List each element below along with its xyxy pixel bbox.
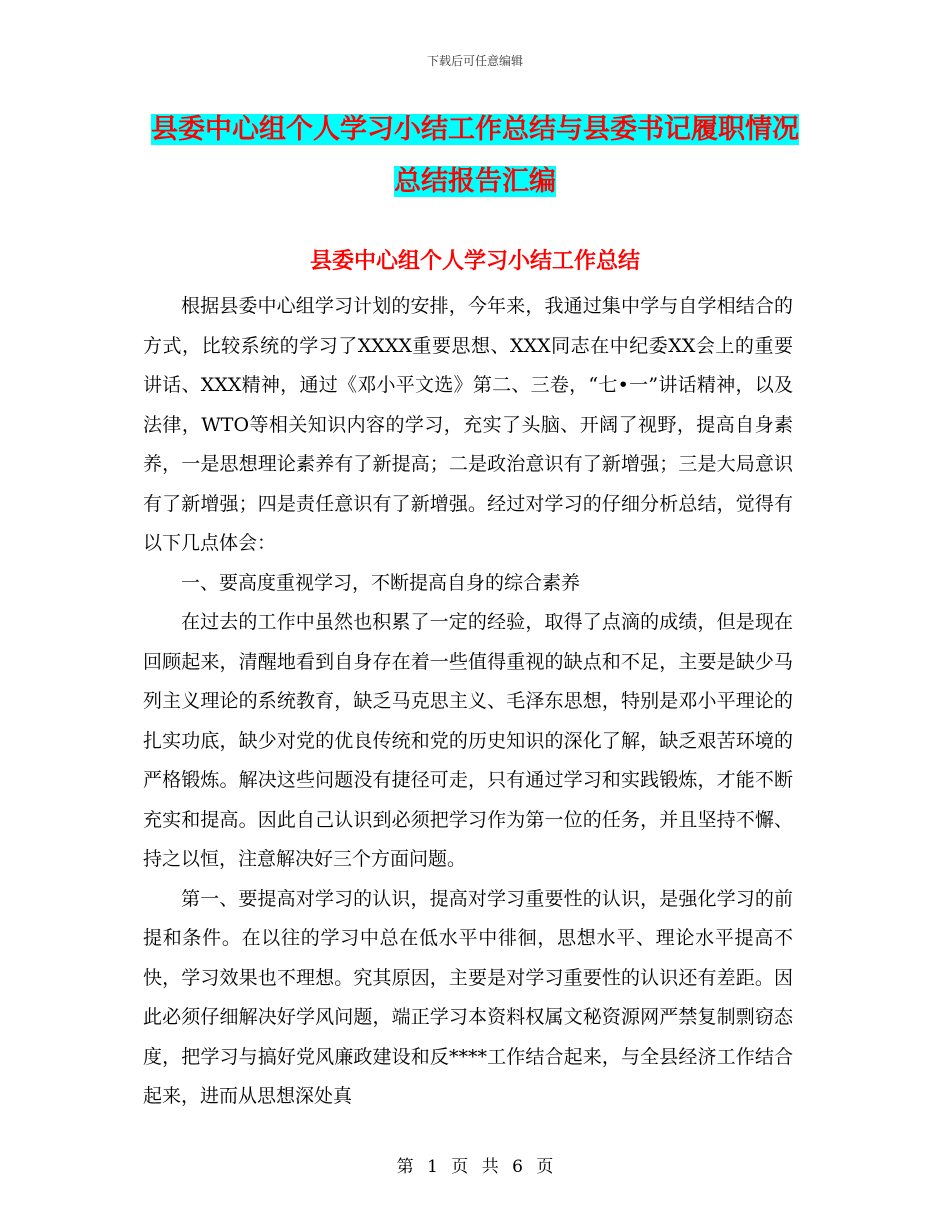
header-note: 下载后可任意编辑	[426, 54, 523, 68]
section-title: 县委中心组个人学习小结工作总结	[309, 249, 640, 274]
paragraph: 根据县委中心组学习计划的安排，今年来，我通过集中学与自学相结合的方式，比较系统的学习了XXXX重要思想、XXX同志在中纪委XX会上的重要讲话、XXX精神，通过《邓小平文选》第二、三卷，“七•一”讲话精神，以及法律，WTO等相关知识内容的学习，充实了头脑、开阔了视野，提高自身素养，一是思想理论素养有了新提高；二是政治意识有了新增强；三是大局意识有了新增强；四是责任意识有了新增强。经过对学习的仔细分析总结，觉得有以下几点体会：	[143, 295, 793, 554]
paragraph: 在过去的工作中虽然也积累了一定的经验，取得了点滴的成绩，但是现在回顾起来，清醒地看到自身存在着一些值得重视的缺点和不足，主要是缺少马列主义理论的系统教育，缺乏马克思主义、毛泽东思想，特别是邓小平理论的扎实功底，缺少对党的优良传统和党的历史知识的深化了解，缺乏艰苦环境的严格锻炼。解决这些问题没有捷径可走，只有通过学习和实践锻炼，才能不断充实和提高。因此自己认识到必须把学习作为第一位的任务，并且坚持不懈、持之以恒，注意解决好三个方面问题。	[143, 611, 793, 870]
document-title	[150, 104, 800, 208]
paragraph: 一、要高度重视学习，不断提高自身的综合素养	[181, 571, 581, 594]
document-title-text: 县委中心组个人学习小结工作总结与县委书记履职情况总结报告汇编	[151, 114, 799, 197]
document-body	[143, 287, 793, 1117]
page-number: 第 1 页 共 6 页	[396, 1157, 554, 1177]
paragraph: 第一、要提高对学习的认识，提高对学习重要性的认识，是强化学习的前提和条件。在以往的学习中总在低水平中徘徊，思想水平、理论水平提高不快，学习效果也不理想。究其原因，主要是对学习重要性的认识还有差距。因此必须仔细解决好学风问题，端正学习本资料权属文秘资源网严禁复制剽窃态度，把学习与搞好党风廉政建设和反****工作结合起来，与全县经济工作结合起来，进而从思想深处真	[143, 887, 793, 1107]
